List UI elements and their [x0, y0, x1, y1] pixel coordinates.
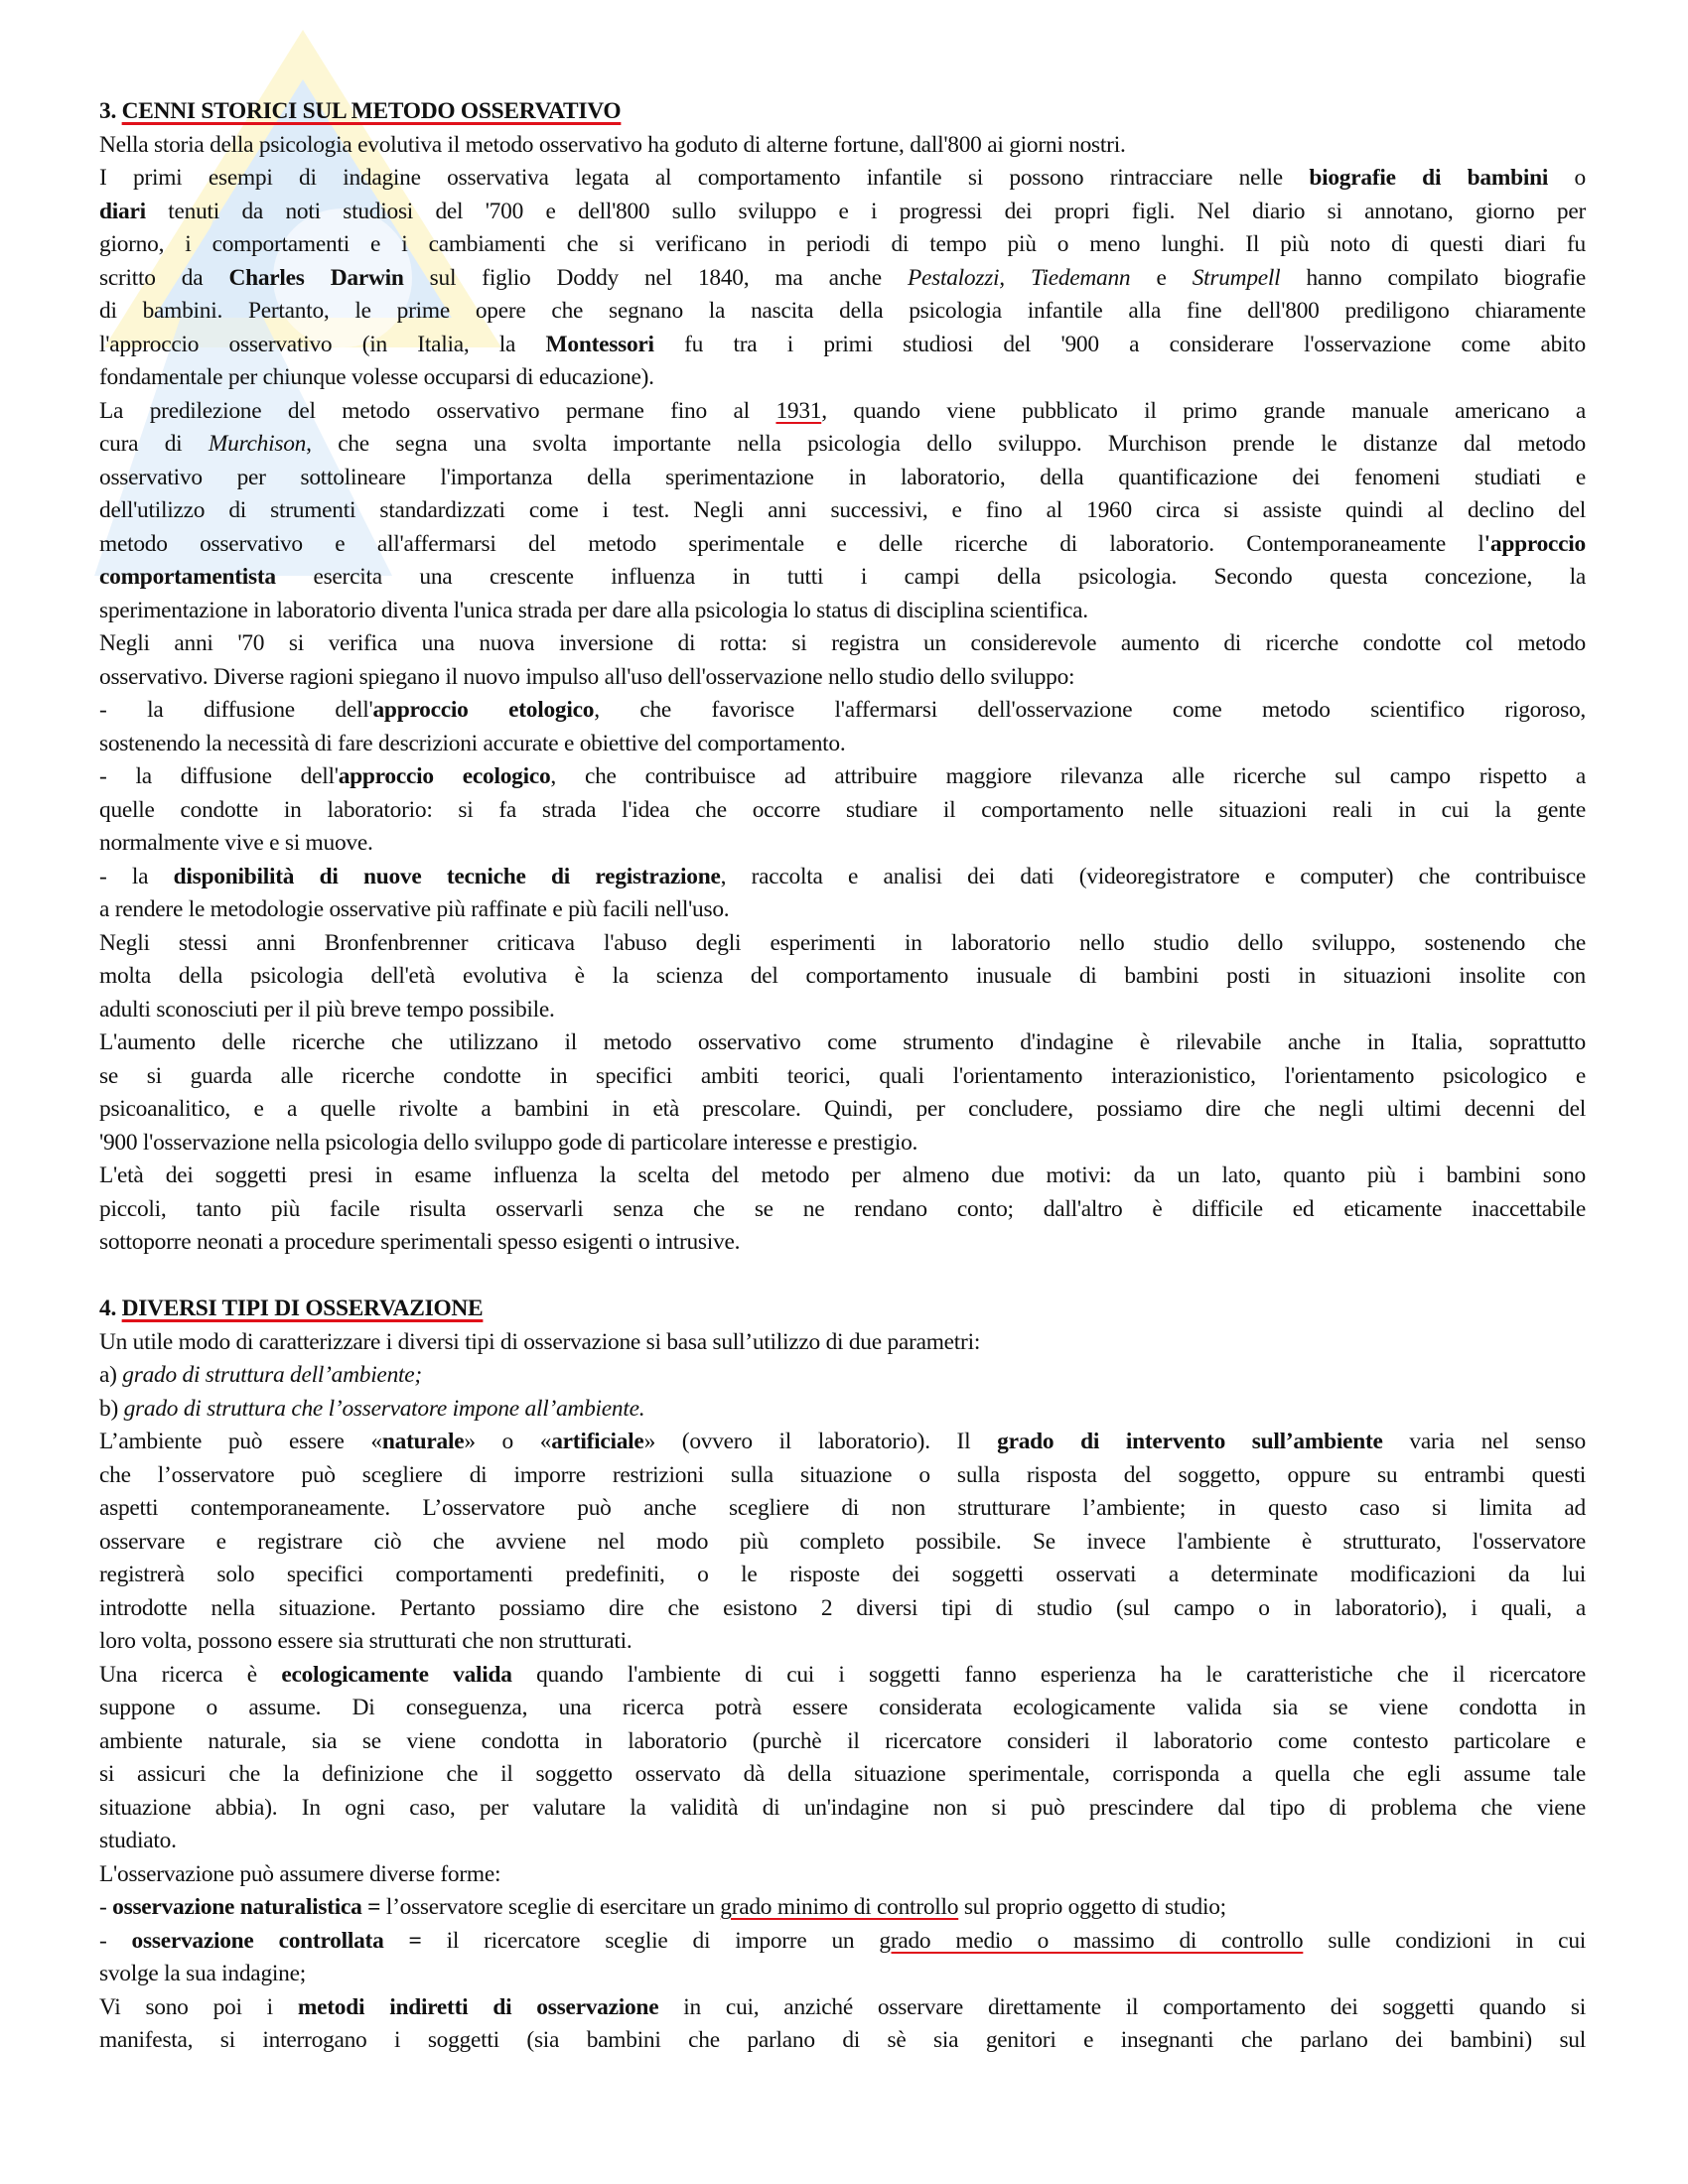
text-run: fu tra i primi studiosi del '900 a considerare l'osservazione come abito: [653, 331, 1586, 357]
text-line: [99, 1758, 1586, 1792]
section-number: 4.: [99, 1296, 122, 1321]
text-run: sperimentazione in laboratorio diventa l'unica strada per dare alla psicologia lo status di disciplina scientifica.: [99, 597, 1088, 623]
text-line: [99, 329, 1586, 362]
text-run: loro volta, possono essere sia strutturati che non strutturati.: [99, 1628, 633, 1654]
paragraph: [99, 1393, 1586, 1427]
text-run: di bambini. Pertanto, le prime opere che segnano la nascita della psicologia infantile alla fine dell'800 prediligono chiaramente: [99, 298, 1586, 324]
text-line: [99, 528, 1586, 562]
section-number: 3.: [99, 98, 122, 124]
text-run: » o «: [464, 1429, 552, 1454]
paragraph: [99, 1891, 1586, 1925]
text-run: - la diffusione dell': [99, 697, 373, 723]
text-line: [99, 1193, 1586, 1227]
text-run: l’osservatore sceglie di esercitare un: [380, 1894, 721, 1920]
text-line: [99, 1925, 1586, 1959]
text-run: l'approccio osservativo (in Italia, la: [99, 331, 546, 357]
text-run: , raccolta e analisi dei dati (videoregistratore e computer) che contribuisce: [720, 863, 1586, 889]
text-line: [99, 395, 1586, 429]
text-run: osservare e registrare ciò che avviene nel modo più completo possibile. Se invece l'ambiente è strutturato, l'osservatore: [99, 1528, 1586, 1555]
text-run: , che segna una svolta importante nella psicologia dello sviluppo. Murchison prende le distanze dal metodo: [306, 431, 1586, 457]
italic-text: grado di struttura che l’osservatore impone all’ambiente.: [123, 1395, 645, 1422]
text-line: [99, 561, 1586, 595]
text-line: [99, 129, 1586, 163]
bold-text: comportamentista: [99, 564, 276, 590]
text-run: situazione abbia). In ogni caso, per valutare la validità di un'indagine non si può prescindere dal tipo di problema che viene: [99, 1794, 1586, 1821]
text-line: [99, 1426, 1586, 1459]
text-run: introdotte nella situazione. Pertanto possiamo dire che esistono 2 diversi tipi di studio (sul campo o in laboratorio), i quali, a: [99, 1594, 1586, 1621]
bold-text: metodi indiretti di osservazione: [297, 1993, 659, 2020]
paragraph: [99, 1359, 1586, 1393]
text-run: , che contribuisce ad attribuire maggiore rilevanza alle ricerche sul campo rispetto a: [550, 763, 1586, 789]
text-run: molta della psicologia dell'età evolutiva è la scienza del comportamento inusuale di bambini posti in situazioni insolite con: [99, 963, 1586, 989]
text-line: [99, 1060, 1586, 1094]
underlined-text: grado minimo di controllo: [720, 1894, 959, 1920]
text-run: '900 l'osservazione nella psicologia dello sviluppo gode di particolare interesse e prestigio.: [99, 1129, 918, 1156]
text-run: sul figlio Doddy nel 1840, ma anche: [403, 264, 908, 291]
text-line: [99, 295, 1586, 329]
paragraph: [99, 627, 1586, 694]
text-line: [99, 428, 1586, 462]
text-run: quando l'ambiente di cui i soggetti fanno esperienza ha le caratteristiche che il ricercatore: [511, 1661, 1586, 1688]
text-run: cura di: [99, 431, 209, 457]
text-line: [99, 1692, 1586, 1725]
section-title: DIVERSI TIPI DI OSSERVAZIONE: [121, 1296, 484, 1321]
text-line: [99, 1359, 1586, 1393]
text-run: sottoporre neonati a procedure sperimentali spesso esigenti o intrusive.: [99, 1229, 741, 1255]
text-run: osservativo per sottolineare l'importanza della sperimentazione in laboratorio, della quantificazione dei fenomeni studiati e: [99, 464, 1586, 490]
paragraph: [99, 1326, 1586, 1360]
text-run: La predilezione del metodo osservativo permane fino al: [99, 397, 776, 424]
text-run: L'età dei soggetti presi in esame influenza la scelta del metodo per almeno due motivi: da un lato, quanto più i bambini sono: [99, 1162, 1586, 1188]
text-run: - la: [99, 863, 174, 889]
text-run: aspetti contemporaneamente. L’osservatore può anche scegliere di non strutturare l’ambiente; in questo caso si limita ad: [99, 1495, 1586, 1521]
text-run: esercita una crescente influenza in tutti i campi della psicologia. Secondo questa concezione, la: [275, 564, 1586, 590]
text-line: [99, 1026, 1586, 1060]
bold-text: grado di intervento sull’ambiente: [997, 1429, 1383, 1454]
paragraph: [99, 129, 1586, 163]
text-line: [99, 1226, 1586, 1260]
text-line: [99, 661, 1586, 695]
text-run: sulle condizioni in cui: [1303, 1927, 1587, 1954]
text-line: [99, 361, 1586, 395]
italic-text: Pestalozzi, Tiedemann: [907, 264, 1131, 291]
document-page: [99, 95, 1586, 2058]
text-run: -: [99, 1894, 113, 1920]
text-line: [99, 1127, 1586, 1160]
text-run: metodo osservativo e all'affermarsi del metodo sperimentale e delle ricerche di laboratorio. Contemporaneamente l: [99, 530, 1484, 557]
italic-text: grado di struttura dell’ambiente;: [122, 1362, 422, 1388]
text-line: [99, 760, 1586, 794]
bold-text: disponibilità di nuove tecniche di registrazione: [173, 863, 721, 889]
text-run: a): [99, 1362, 123, 1388]
text-line: [99, 1492, 1586, 1526]
text-run: suppone o assume. Di conseguenza, una ricerca potrà essere considerata ecologicamente valida sia se viene condotta in: [99, 1695, 1586, 1720]
paragraph: [99, 1026, 1586, 1160]
text-line: [99, 927, 1586, 961]
bold-text: Montessori: [545, 331, 654, 357]
text-run: manifesta, si interrogano i soggetti (sia bambini che parlano di sè sia genitori e insegnanti che parlano dei bambini) sul: [99, 2027, 1586, 2053]
text-line: [99, 960, 1586, 994]
blank-line: [99, 1260, 1586, 1294]
text-run: Vi sono poi i: [99, 1993, 298, 2020]
paragraph: [99, 1659, 1586, 1858]
text-line: [99, 994, 1586, 1027]
bold-text: biografie di bambini: [1309, 165, 1549, 191]
paragraph: [99, 927, 1586, 1027]
text-run: tenuti da noti studiosi del '700 e dell'800 sullo sviluppo e i progressi dei propri figli. Nel diario si annotano, giorno per: [145, 198, 1586, 224]
paragraph: [99, 162, 1586, 395]
text-run: normalmente vive e si muove.: [99, 830, 373, 856]
text-run: Una ricerca è: [99, 1661, 282, 1688]
text-run: e: [1130, 264, 1193, 291]
text-line: [99, 595, 1586, 628]
bold-text: approccio etologico: [372, 697, 595, 723]
paragraph: [99, 694, 1586, 760]
text-line: [99, 1991, 1586, 2025]
italic-text: Strumpell: [1192, 264, 1281, 291]
text-run: Negli anni '70 si verifica una nuova inversione di rotta: si registra un considerevole aumento di ricerche condotte col metodo: [99, 630, 1586, 656]
text-run: I primi esempi di indagine osservativa legata al comportamento infantile si possono rintracciare nelle: [99, 165, 1310, 191]
text-run: fondamentale per chiunque volesse occuparsi di educazione).: [99, 364, 654, 390]
text-run: b): [99, 1395, 124, 1422]
bold-text: 'approccio: [1483, 530, 1586, 557]
section-title: CENNI STORICI SUL METODO OSSERVATIVO: [121, 98, 622, 124]
paragraph: [99, 1991, 1586, 2058]
text-run: ambiente naturale, sia se viene condotta in laboratorio (purchè il ricercatore consideri il laboratorio come contesto particolare e: [99, 1727, 1586, 1754]
text-run: , quando viene pubblicato il primo grande manuale americano a: [821, 397, 1586, 424]
text-run: quelle condotte in laboratorio: si fa strada l'idea che occorre studiare il comportamento nelle situazioni reali in cui la gente: [99, 796, 1586, 823]
text-line: [99, 1958, 1586, 1991]
text-line: [99, 1659, 1586, 1693]
text-line: [99, 1326, 1586, 1360]
underlined-text: 1931: [775, 397, 822, 424]
section-heading: [99, 95, 1586, 129]
italic-text: Murchison: [208, 431, 307, 457]
text-run: » (ovvero il laboratorio). Il: [643, 1429, 998, 1454]
text-line: [99, 1792, 1586, 1826]
text-run: , che favorisce l'affermarsi dell'osservazione come metodo scientifico rigoroso,: [594, 697, 1586, 723]
text-run: psicoanalitico, e a quelle rivolte a bambini in età prescolare. Quindi, per concludere, possiamo dire che negli ultimi decenni del: [99, 1096, 1586, 1122]
text-run: svolge la sua indagine;: [99, 1961, 306, 1986]
underlined-text: grado medio o massimo di controllo: [879, 1927, 1304, 1954]
text-run: adulti sconosciuti per il più breve tempo possibile.: [99, 996, 555, 1023]
bold-text: ecologicamente valida: [281, 1661, 512, 1688]
text-run: - la diffusione dell': [99, 763, 339, 789]
text-run: -: [99, 1927, 132, 1954]
text-run: sul proprio oggetto di studio;: [958, 1894, 1226, 1920]
text-line: [99, 627, 1586, 661]
text-run: varia nel senso: [1382, 1429, 1587, 1454]
text-line: [99, 1625, 1586, 1659]
text-line: [99, 494, 1586, 528]
text-line: [99, 794, 1586, 828]
text-run: Un utile modo di caratterizzare i diversi tipi di osservazione si basa sull’utilizzo di due parametri:: [99, 1328, 981, 1355]
text-line: [99, 1858, 1586, 1892]
text-run: il ricercatore sceglie di imporre un: [421, 1927, 880, 1954]
text-run: se si guarda alle ricerche condotte in specifici ambiti teorici, quali l'orientamento interazionistico, l'orientamento psicologico e: [99, 1062, 1586, 1089]
text-run: scritto da: [99, 264, 229, 291]
text-line: [99, 1891, 1586, 1925]
text-line: [99, 1526, 1586, 1560]
text-line: [99, 728, 1586, 761]
text-run: in cui, anziché osservare direttamente il comportamento dei soggetti quando si: [658, 1993, 1586, 2020]
text-line: [99, 1559, 1586, 1592]
paragraph: [99, 395, 1586, 628]
text-run: L'osservazione può assumere diverse forme:: [99, 1860, 501, 1887]
text-run: a rendere le metodologie osservative più raffinate e più facili nell'uso.: [99, 896, 730, 922]
text-run: L'aumento delle ricerche che utilizzano il metodo osservativo come strumento d'indagine è rilevabile anche in Italia, soprattutto: [99, 1029, 1586, 1055]
section-heading: [99, 1293, 1586, 1326]
paragraph: [99, 1426, 1586, 1659]
text-line: [99, 162, 1586, 196]
text-run: giorno, i comportamenti e i cambiamenti che si verificano in periodi di tempo più o meno lunghi. Il più noto di questi diari fu: [99, 231, 1586, 257]
text-line: [99, 2024, 1586, 2058]
text-run: o: [1548, 165, 1586, 191]
text-run: che l’osservatore può scegliere di imporre restrizioni sulla situazione o sulla risposta del soggetto, oppure su entrambi questi: [99, 1461, 1586, 1488]
paragraph: [99, 1160, 1586, 1260]
paragraph: [99, 861, 1586, 927]
paragraph: [99, 1858, 1586, 1892]
text-run: L’ambiente può essere «: [99, 1429, 382, 1454]
bold-text: artificiale: [551, 1429, 644, 1454]
text-run: Nella storia della psicologia evolutiva il metodo osservativo ha goduto di alterne fortune, dall'800 ai giorni nostri.: [99, 131, 1126, 158]
text-line: [99, 893, 1586, 927]
text-line: [99, 262, 1586, 296]
text-line: [99, 694, 1586, 728]
text-run: registrerà solo specifici comportamenti predefiniti, o le risposte dei soggetti osservati a determinate modificazioni da lui: [99, 1562, 1586, 1587]
bold-text: osservazione controllata =: [131, 1927, 422, 1954]
text-run: osservativo. Diverse ragioni spiegano il nuovo impulso all'uso dell'osservazione nello studio dello sviluppo:: [99, 663, 1075, 690]
text-line: [99, 827, 1586, 861]
paragraph: [99, 760, 1586, 861]
text-run: dell'utilizzo di strumenti standardizzati come i test. Negli anni successivi, e fino al 1960 circa si assiste quindi al declino del: [99, 497, 1586, 523]
bold-text: naturale: [381, 1429, 465, 1454]
text-line: [99, 1459, 1586, 1493]
text-line: [99, 1393, 1586, 1427]
text-line: [99, 861, 1586, 894]
text-line: [99, 228, 1586, 262]
bold-text: diari: [99, 198, 146, 224]
text-run: si assicuri che la definizione che il soggetto osservato dà della situazione sperimentale, corrisponda a quella che egli assume tale: [99, 1761, 1586, 1787]
paragraph: [99, 1925, 1586, 1991]
text-run: studiato.: [99, 1828, 177, 1853]
text-run: Negli stessi anni Bronfenbrenner criticava l'abuso degli esperimenti in laboratorio nello studio dello sviluppo, sostenendo che: [99, 929, 1586, 956]
text-line: [99, 1725, 1586, 1759]
text-line: [99, 196, 1586, 229]
bold-text: approccio ecologico: [338, 763, 551, 789]
text-line: [99, 1160, 1586, 1193]
text-run: hanno compilato biografie: [1280, 264, 1587, 291]
text-run: piccoli, tanto più facile risulta osservarli senza che se ne rendano conto; dall'altro è difficile ed eticamente inaccettabile: [99, 1195, 1586, 1222]
text-line: [99, 1093, 1586, 1127]
text-run: sostenendo la necessità di fare descrizioni accurate e obiettive del comportamento.: [99, 730, 846, 756]
text-line: [99, 1592, 1586, 1626]
text-line: [99, 1825, 1586, 1858]
bold-text: Charles Darwin: [228, 264, 404, 291]
bold-text: osservazione naturalistica =: [112, 1894, 381, 1920]
text-line: [99, 462, 1586, 495]
